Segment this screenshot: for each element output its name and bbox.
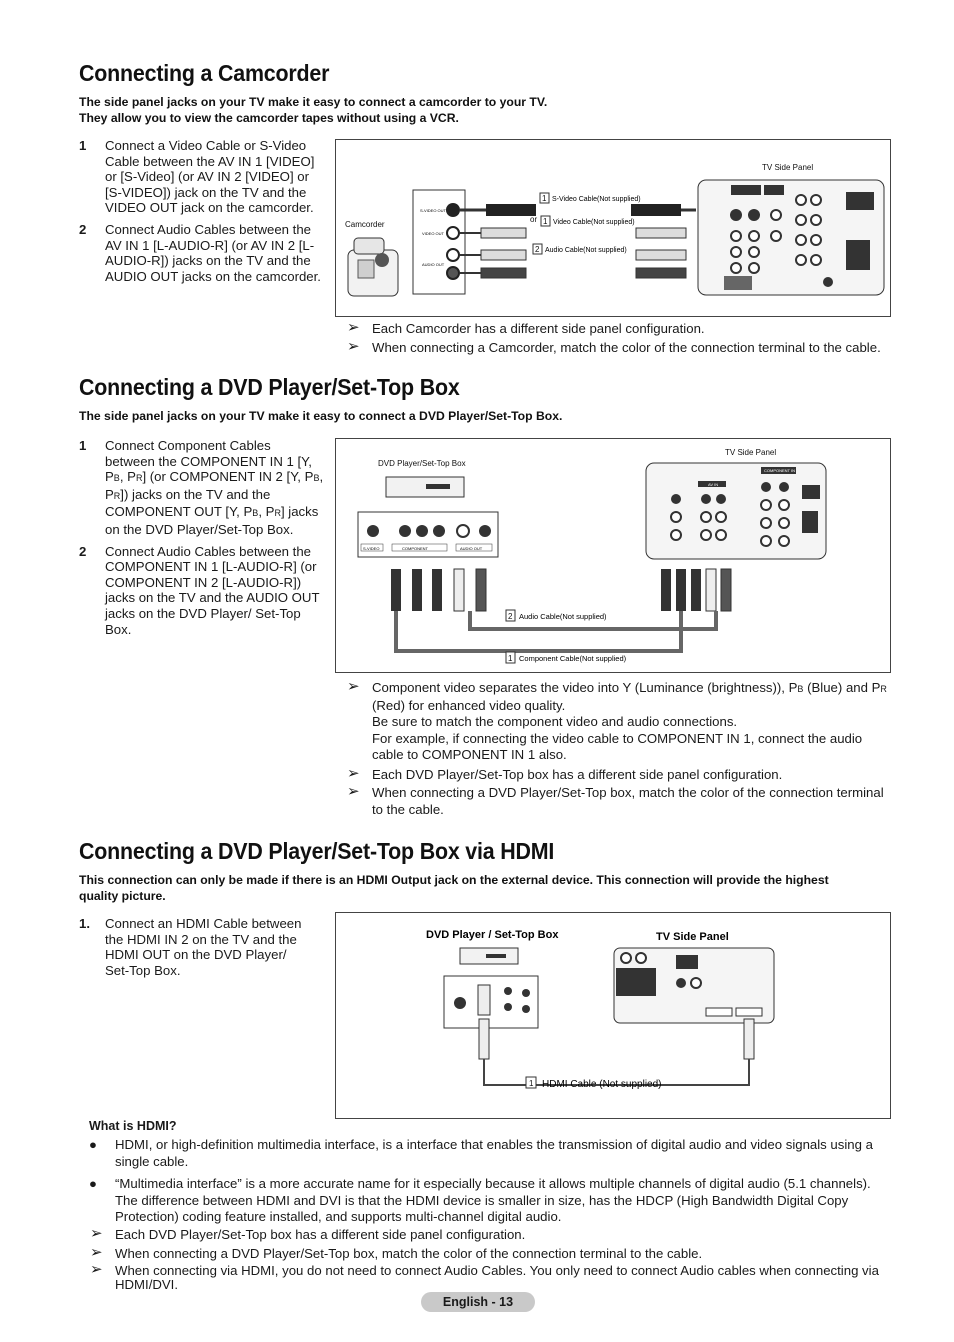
arrow-icon: ➢ <box>347 783 360 800</box>
notes-hdmi <box>90 1227 890 1294</box>
camcorder-diagram-svg <box>336 140 890 316</box>
note-item <box>347 680 892 764</box>
dvd-label: DVD Player/Set-Top Box <box>378 459 466 468</box>
note-text: When connecting a Camcorder, match the color of the connection terminal to the cable. <box>372 339 881 355</box>
note-item <box>347 764 892 784</box>
intro-line: This connection can only be made if there is an HDMI Output jack on the external device. This connection will provide the highest quality picture. <box>79 873 829 903</box>
or-label: or <box>530 215 538 224</box>
hdmi-bullets <box>79 1137 889 1232</box>
step-item <box>79 222 324 284</box>
hdmi-diagram-svg <box>336 913 890 1118</box>
dvd-diagram-svg <box>336 439 890 672</box>
audio-cable-label: Audio Cable(Not supplied) <box>519 612 607 621</box>
bullet-item <box>79 1176 889 1226</box>
section-title-dvd: Connecting a DVD Player/Set-Top Box <box>79 374 460 400</box>
note-text: Each DVD Player/Set-Top box has a different side panel configuration. <box>115 1227 526 1242</box>
step-text: Connect Component Cables between the COMPONENT IN 1 [Y, PB, PR] (or COMPONENT IN 2 [Y, PB, PR]) jacks on the TV and the COMPONENT OUT [Y, PB, PR] jacks on the DVD Player/Set-Top Box. <box>105 438 324 537</box>
notes-camcorder <box>347 321 892 358</box>
component-jack-label: COMPONENT <box>402 546 428 551</box>
tv-side-panel <box>646 463 826 559</box>
cable-number: 1 <box>542 194 547 203</box>
section-title-camcorder: Connecting a Camcorder <box>79 60 330 86</box>
note-item <box>90 1243 890 1263</box>
cable-number: 1 <box>529 1079 534 1088</box>
note-text: Component video separates the video into Y (Luminance (brightness)), PB (Blue) and PR (Red) for enhanced video quality. <box>372 680 887 713</box>
tv-side-panel <box>698 180 884 295</box>
note-text: When connecting a DVD Player/Set-Top box, match the color of the connection terminal to the cable. <box>115 1245 703 1261</box>
page-number-badge: English - 13 <box>421 1292 535 1312</box>
steps-list <box>79 438 324 643</box>
section-intro <box>79 409 562 425</box>
notes-dvd <box>347 680 892 820</box>
audio-cable-label: Audio Cable(Not supplied) <box>545 247 627 254</box>
cable-number: 2 <box>508 612 513 621</box>
camcorder-cables <box>460 204 696 278</box>
steps-list <box>79 138 324 290</box>
step-item <box>79 916 314 978</box>
intro-line: They allow you to view the camcorder tapes without using a VCR. <box>79 110 459 125</box>
step-number: 1 <box>79 438 87 453</box>
jack-audio-label: AUDIO OUT <box>422 262 445 267</box>
cable-number: 2 <box>535 245 540 254</box>
step-number: 2 <box>79 543 87 559</box>
arrow-icon: ➢ <box>347 319 360 336</box>
arrow-icon: ➢ <box>347 678 360 695</box>
step-item <box>79 438 324 538</box>
dvd-cable-plugs <box>391 569 731 611</box>
hdmi-cable <box>479 1019 754 1085</box>
note-item <box>90 1261 890 1292</box>
tv-side-panel-label: TV Side Panel <box>725 448 777 457</box>
component-cable-label: Component Cable(Not supplied) <box>519 654 627 663</box>
section-title-hdmi: Connecting a DVD Player/Set-Top Box via HDMI <box>79 838 555 864</box>
audio-out-jack-label: AUDIO OUT <box>460 546 483 551</box>
component-in-label: COMPONENT IN <box>764 468 796 473</box>
svideo-jack-label: S-VIDEO <box>363 546 380 551</box>
tv-side-panel-label: TV Side Panel <box>656 931 729 943</box>
dvd-jack-panel <box>358 512 498 557</box>
step-number: 1. <box>79 916 90 931</box>
dvd-player-icon <box>460 948 518 964</box>
note-text: Be sure to match the component video and audio connections. <box>372 714 738 729</box>
what-is-hdmi-heading: What is HDMI? <box>89 1119 177 1133</box>
bullet-icon: ● <box>89 1137 97 1152</box>
step-text: Connect Audio Cables between the AV IN 1 [L-AUDIO-R] (or AV IN 2 [L-AUDIO-R]) jacks on the TV and the AUDIO OUT jacks on the camcorder. <box>105 221 321 284</box>
hdmi-connection-diagram <box>335 912 891 1119</box>
cable-number: 1 <box>543 217 548 226</box>
hdmi-cable-label: HDMI Cable (Not supplied) <box>542 1079 662 1090</box>
camcorder-connection-diagram <box>335 139 891 317</box>
camcorder-label: Camcorder <box>345 220 385 229</box>
jack-video-label: VIDEO OUT <box>422 231 445 236</box>
dvd-player-icon <box>386 477 464 497</box>
camcorder-icon <box>348 238 398 296</box>
section-intro <box>79 95 547 126</box>
av-in-label: AV IN <box>708 482 719 487</box>
step-number: 2 <box>79 221 87 237</box>
bullet-text: “Multimedia interface” is a more accurate name for it especially because it allows multiple channels of digital audio (5.1 channels). The difference between HDMI and DVI is that the HDMI device is smaller in size, has the HDCP (High Bandwidth Digital Copy Protection) coding feature installed, and supports multi-channel digital audio. <box>115 1176 871 1224</box>
note-item <box>347 785 892 818</box>
step-number: 1 <box>79 138 87 153</box>
jack-svideo-label: S-VIDEO OUT <box>420 208 447 213</box>
arrow-icon: ➢ <box>347 337 360 355</box>
cable-number: 1 <box>508 654 513 663</box>
dvd-connection-diagram <box>335 438 891 673</box>
bullet-icon: ● <box>89 1176 97 1191</box>
note-item <box>90 1227 890 1244</box>
video-cable-label: Video Cable(Not supplied) <box>553 219 635 226</box>
step-text: Connect a Video Cable or S-Video Cable between the AV IN 1 [VIDEO] or [S-Video] (or AV IN 2 [VIDEO] or [S-VIDEO]) jack on the TV and the VIDEO OUT jack on the camcorder. <box>105 138 315 216</box>
arrow-icon: ➢ <box>347 764 360 782</box>
step-item <box>79 138 324 216</box>
step-text: Connect an HDMI Cable between the HDMI IN 2 on the TV and the HDMI OUT on the DVD Player/ Set-Top Box. <box>105 916 302 978</box>
step-text: Connect Audio Cables between the COMPONENT IN 1 [L-AUDIO-R] (or COMPONENT IN 2 [L-AUDIO-R]) jacks on the TV and the AUDIO OUT jacks on the DVD Player/ Set-Top Box. <box>105 543 320 637</box>
note-text: Each DVD Player/Set-Top box has a different side panel configuration. <box>372 766 783 782</box>
camcorder-jack-panel <box>413 190 465 294</box>
svideo-cable-label: S-Video Cable(Not supplied) <box>552 196 641 203</box>
tv-side-panel <box>614 948 774 1023</box>
note-text: When connecting via HDMI, you do not need to connect Audio Cables. You only need to connect Audio cables when connecting via HDMI/DVI. <box>115 1263 879 1292</box>
intro-line: The side panel jacks on your TV make it easy to connect a DVD Player/Set-Top Box. <box>79 409 563 423</box>
arrow-icon: ➢ <box>90 1243 103 1261</box>
steps-list <box>79 916 314 984</box>
note-text: For example, if connecting the video cable to COMPONENT IN 1, connect the audio cable to COMPONENT IN 1 also. <box>372 730 863 762</box>
arrow-icon: ➢ <box>90 1225 103 1242</box>
tv-side-panel-label: TV Side Panel <box>762 163 814 172</box>
note-text: Each Camcorder has a different side panel configuration. <box>372 321 705 336</box>
note-item <box>347 321 892 338</box>
section-intro <box>79 873 869 904</box>
bullet-item <box>79 1137 889 1170</box>
intro-line: The side panel jacks on your TV make it easy to connect a camcorder to your TV. <box>79 95 548 109</box>
dvd-label: DVD Player / Set-Top Box <box>426 929 559 941</box>
bullet-text: HDMI, or high-definition multimedia interface, is a interface that enables the transmission of digital audio and video signals using a single cable. <box>115 1137 873 1169</box>
step-item <box>79 544 324 638</box>
dvd-jack-panel <box>444 976 538 1028</box>
note-text: When connecting a DVD Player/Set-Top box, match the color of the connection terminal to the cable. <box>372 785 884 817</box>
note-item <box>347 337 892 357</box>
arrow-icon: ➢ <box>90 1261 103 1278</box>
